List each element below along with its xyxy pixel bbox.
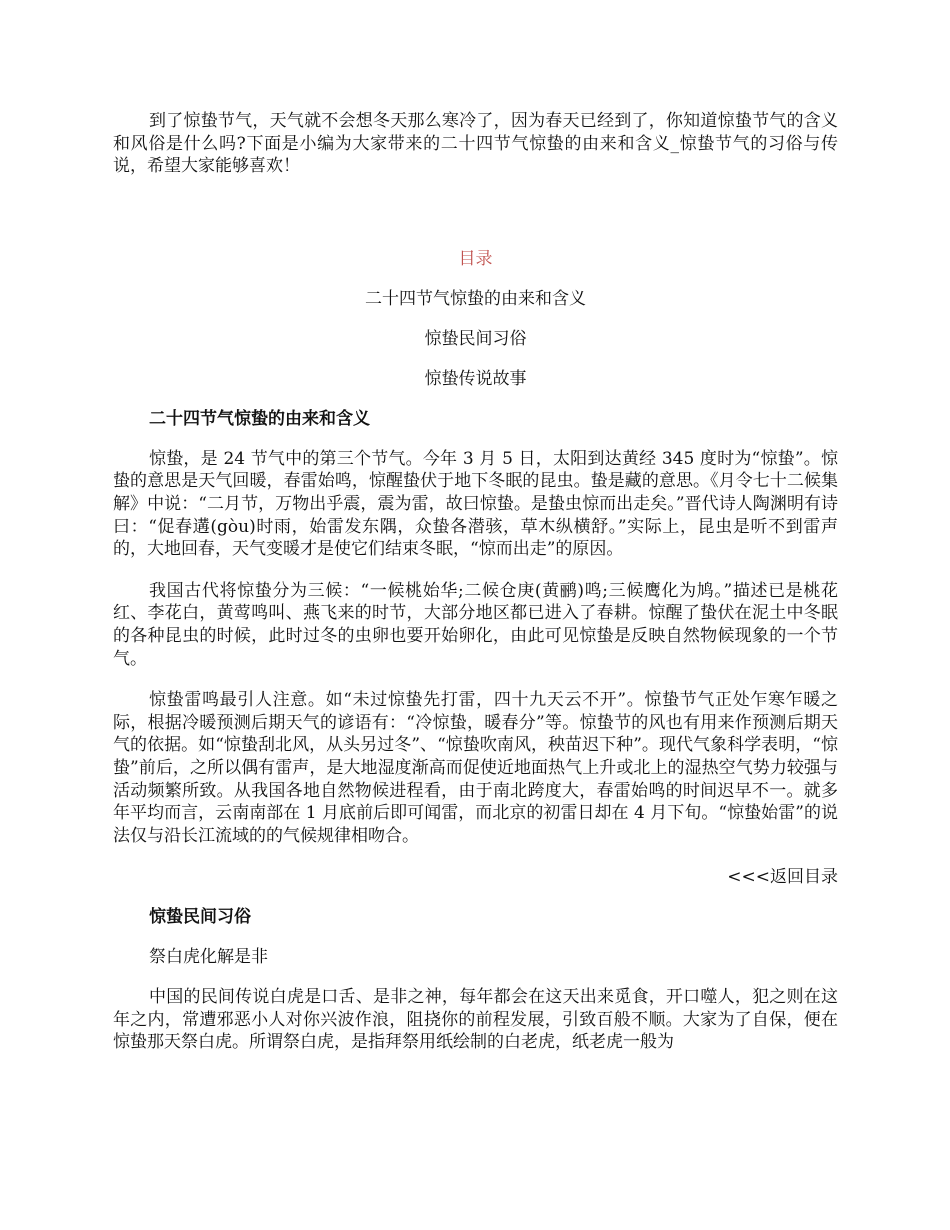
paragraph: 惊蛰雷鸣最引人注意。如“未过惊蛰先打雷，四十九天云不开”。惊蛰节气正处乍寒乍暖之际，根据冷暖预测后期天气的谚语有：“冷惊蛰，暖春分”等。惊蛰节的风也有用来作预测后期天气的依据。如“惊蛰刮北风，从头另过冬”、“惊蛰吹南风，秧苗迟下种”。现代气象科学表明，“惊蛰”前后，之所以偶有雷声，是大地湿度渐高而促使近地面热气上升或北上的湿热空气势力较强与活动频繁所致。从我国各地自然物候进程看，由于南北跨度大，春雷始鸣的时间迟早不一。就多年平均而言，云南南部在 1 月底前后即可闻雷，而北京的初雷日却在 4 月下旬。“惊蛰始雷”的说法仅与沿长江流域的的气候规律相吻合。 [113,690,838,846]
toc-item-legends[interactable]: 惊蛰传说故事 [424,368,527,389]
back-to-toc-link[interactable]: <<<返回目录 [727,867,838,888]
toc-title: 目录 [458,248,493,269]
document-page [113,110,838,1073]
intro-paragraph: 到了惊蛰节气，天气就不会想冬天那么寒冷了，因为春天已经到了，你知道惊蛰节气的含义和风俗是什么吗?下面是小编为大家带来的二十四节气惊蛰的由来和含义_惊蛰节气的习俗与传说，希望大家能够喜欢！ [113,111,838,177]
toc-item-origin[interactable]: 二十四节气惊蛰的由来和含义 [365,288,586,309]
section-heading-customs: 惊蛰民间习俗 [149,907,251,928]
section-heading-origin: 二十四节气惊蛰的由来和含义 [149,408,370,429]
custom-subheading: 祭白虎化解是非 [149,947,268,968]
paragraph: 中国的民间传说白虎是口舌、是非之神，每年都会在这天出来觅食，开口噬人，犯之则在这年之内，常遭邪恶小人对你兴波作浪，阻挠你的前程发展，引致百般不顺。大家为了自保，便在惊蛰那天祭白虎。所谓祭白虎，是指拜祭用纸绘制的白老虎，纸老虎一般为 [113,987,838,1053]
paragraph: 我国古代将惊蛰分为三候：“一候桃始华;二候仓庚(黄鹂)鸣;三候鹰化为鸠。”描述已是桃花红、李花白，黄莺鸣叫、燕飞来的时节，大部分地区都已进入了春耕。惊醒了蛰伏在泥土中冬眠的各种昆虫的时候，此时过冬的虫卵也要开始卵化，由此可见惊蛰是反映自然物候现象的一个节气。 [113,580,838,669]
toc-item-customs[interactable]: 惊蛰民间习俗 [424,328,527,349]
paragraph: 惊蛰，是 24 节气中的第三个节气。今年 3 月 5 日，太阳到达黄经 345 度时为“惊蛰”。惊蛰的意思是天气回暖，春雷始鸣，惊醒蛰伏于地下冬眠的昆虫。蛰是藏的意思。《月令七十二候集解》中说：“二月节，万物出乎震，震为雷，故曰惊蛰。是蛰虫惊而出走矣。”晋代诗人陶渊明有诗曰：“促春遘(gòu)时雨，始雷发东隅，众蛰各潜骇，草木纵横舒。”实际上，昆虫是听不到雷声的，大地回春，天气变暖才是使它们结束冬眠，“惊而出走”的原因。 [113,448,838,560]
